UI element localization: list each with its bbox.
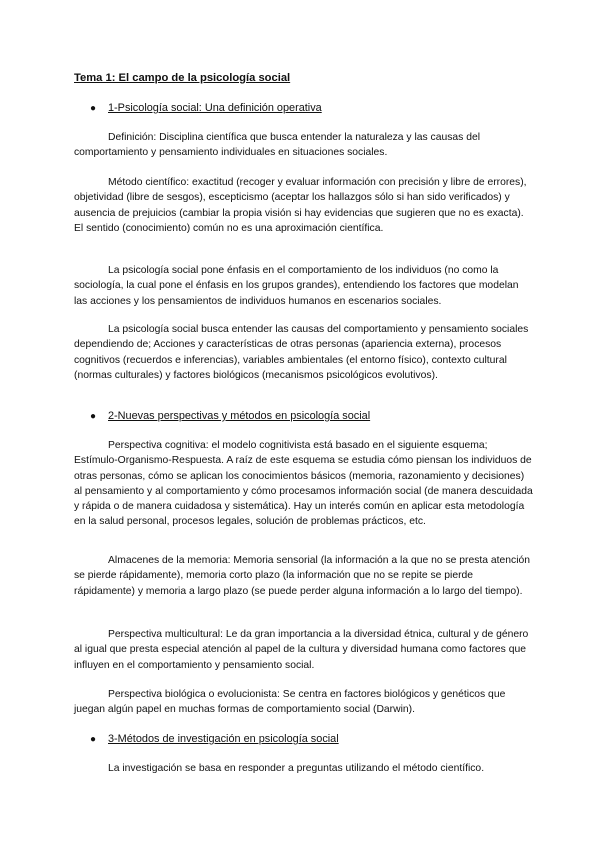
- paragraph-perspectiva-multicultural: Perspectiva multicultural: Le da gran importancia a la diversidad étnica, cultural y de género al igual que presta especial atención al papel de la cultura y diversidad humana como factores que influyen en el comportamiento y pensamiento social.: [74, 629, 529, 671]
- paragraph-causas: La psicología social busca entender las causas del comportamiento y pensamiento sociales dependiendo de; Acciones y características de otras personas (apariencia externa), procesos cognitivos (recuerdos e inferencias), variables ambientales (el entorno físico), contexto cultural (normas culturales) y factores biológicos (mecanismos psicológicos evolutivos).: [74, 324, 529, 381]
- section-heading-text: 2-Nuevas perspectivas y métodos en psicología social: [108, 410, 371, 422]
- paragraph-perspectiva-cognitiva: Perspectiva cognitiva: el modelo cognitivista está basado en el siguiente esquema; Estímulo-Organismo-Respuesta. A raíz de este esquema se estudia cómo piensan los individuos de otras personas, cómo se aplican los conocimientos básicos (memoria, razonamiento y decisiones) al pensamiento y al comportamiento y cómo procesamos información social (de manera descuidada y rápida o de manera cuidadosa y sistemática). Hay un interés común en aplicar esta metodología en la salud personal, procesos legales, solución de problemas prácticos, etc.: [74, 440, 533, 528]
- section-heading-1: [90, 101, 322, 116]
- bullet-icon: ●: [90, 411, 97, 422]
- document-title: Tema 1: El campo de la psicología social: [74, 72, 291, 84]
- bullet-icon: ●: [90, 734, 97, 745]
- paragraph-investigacion: La investigación se basa en responder a preguntas utilizando el método científico.: [108, 763, 485, 774]
- paragraph-enfasis: La psicología social pone énfasis en el comportamiento de los individuos (no como la sociología, la cual pone el énfasis en los grupos grandes), entendiendo los factores que modelan las acciones y los pensamientos de individuos humanos en escenarios sociales.: [74, 265, 519, 307]
- section-heading-3: [90, 732, 339, 747]
- paragraph-almacenes-memoria: Almacenes de la memoria: Memoria sensorial (la información a la que no se presta atención se pierde rápidamente), memoria corto plazo (la información que no se repite se pierde rápidamente) y memoria a largo plazo (se puede perder alguna información a lo largo del tiempo).: [74, 555, 531, 597]
- bullet-icon: ●: [90, 103, 97, 114]
- section-heading-text: 1-Psicología social: Una definición operativa: [108, 102, 322, 114]
- paragraph-perspectiva-biologica: Perspectiva biológica o evolucionista: Se centra en factores biológicos y genéticos que juegan algún papel en muchas formas de comportamiento social (Darwin).: [74, 689, 506, 716]
- section-heading-text: 3-Métodos de investigación en psicología social: [108, 733, 339, 745]
- paragraph-metodo-cientifico: Método científico: exactitud (recoger y evaluar información con precisión y libre de errores), objetividad (libre de sesgos), escepticismo (aceptar los hallazgos sólo si han sido verificados) y ausencia de prejuicios (cambiar la propia visión si hay evidencias que sugieren que no es exacta). El sentido (conocimiento) común no es una aproximación científica.: [74, 177, 527, 234]
- paragraph-definicion: Definición: Disciplina científica que busca entender la naturaleza y las causas del comportamiento y pensamiento individuales en situaciones sociales.: [74, 132, 481, 159]
- section-heading-2: [90, 409, 370, 424]
